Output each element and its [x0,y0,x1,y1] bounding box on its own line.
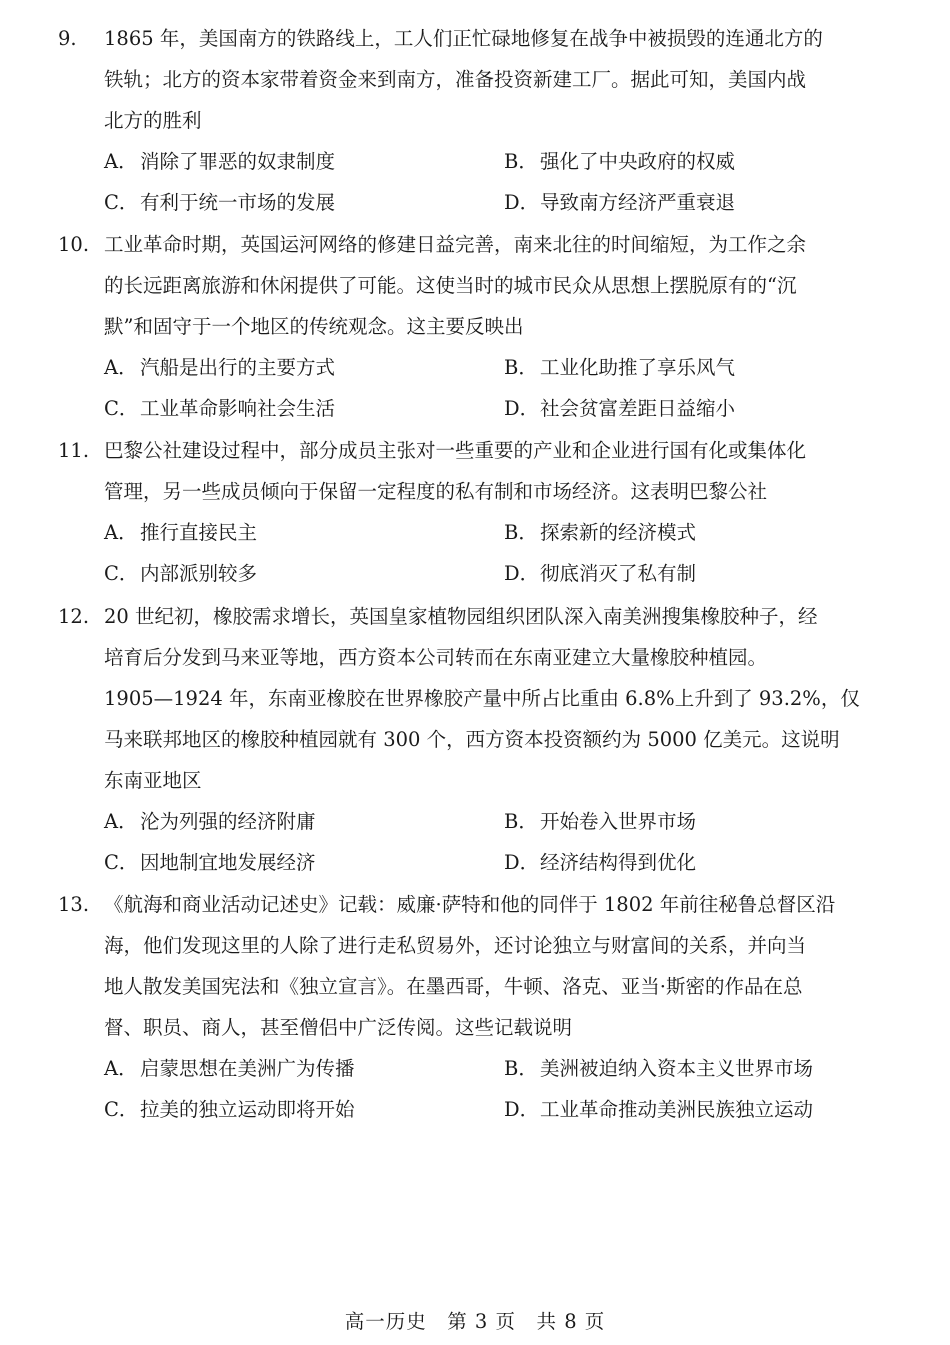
option-d: D．工业革命推动美洲民族独立运动 [504,1098,814,1121]
question-number: 13. [58,893,90,916]
question-text: 巴黎公社建设过程中，部分成员主张对一些重要的产业和企业进行国有化或集体化 [104,439,807,462]
question-text: 东南亚地区 [104,769,202,792]
question-10 [58,224,898,429]
option-b: B． 美洲被迫纳入资本主义世界市场 [504,1057,814,1080]
question-text: 的长远距离旅游和休闲提供了可能。这使当时的城市民众从思想上摆脱原有的“沉 [104,274,797,297]
question-text: 默”和固守于一个地区的传统观念。这主要反映出 [104,315,524,338]
options [58,1048,898,1130]
option-a: A． 汽船是出行的主要方式 [104,356,336,379]
question-text: 北方的胜利 [104,109,202,132]
question-line [58,18,898,59]
page-footer: 高一历史 第 3 页 共 8 页 [344,1310,606,1333]
question-number: 9. [58,27,77,50]
option-a: A． 沦为列强的经济附庸 [104,810,316,833]
option-d: D．彻底消灭了私有制 [504,562,697,585]
option-b: B． 工业化助推了享乐风气 [504,356,736,379]
question-line [58,596,898,637]
question-line [58,224,898,265]
option-d: D．社会贫富差距日益缩小 [504,397,736,420]
question-13 [58,884,898,1130]
option-b: B． 探索新的经济模式 [504,521,697,544]
option-a: A． 推行直接民主 [104,521,258,544]
option-d: D．经济结构得到优化 [504,851,697,874]
option-c: C．有利于统一市场的发展 [104,191,336,214]
question-text: 铁轨；北方的资本家带着资金来到南方，准备投资新建工厂。据此可知，美国内战 [104,68,807,91]
option-c: C．拉美的独立运动即将开始 [104,1098,355,1121]
option-a: A． 消除了罪恶的奴隶制度 [104,150,336,173]
question-text: 培育后分发到马来亚等地，西方资本公司转而在东南亚建立大量橡胶种植园。 [104,646,768,669]
option-b: B． 开始卷入世界市场 [504,810,697,833]
option-c: C．工业革命影响社会生活 [104,397,336,420]
options [58,347,898,429]
options [58,801,898,883]
question-text: 1865 年，美国南方的铁路线上，工人们正忙碌地修复在战争中被损毁的连通北方的 [104,27,823,50]
question-number: 11. [58,439,90,462]
question-text: 马来联邦地区的橡胶种植园就有 300 个，西方资本投资额约为 5000 亿美元。这说明 [104,728,840,751]
question-9 [58,18,898,223]
option-a: A． 启蒙思想在美洲广为传播 [104,1057,355,1080]
question-line [58,884,898,925]
question-text: 督、职员、商人，甚至僧侣中广泛传阅。这些记载说明 [104,1016,573,1039]
question-text: 工业革命时期，英国运河网络的修建日益完善，南来北往的时间缩短，为工作之余 [104,233,807,256]
question-text: 管理，另一些成员倾向于保留一定程度的私有制和市场经济。这表明巴黎公社 [104,480,768,503]
question-text: 20 世纪初，橡胶需求增长，英国皇家植物园组织团队深入南美洲搜集橡胶种子，经 [104,605,818,628]
question-line [58,430,898,471]
question-text: 1905—1924 年，东南亚橡胶在世界橡胶产量中所占比重由 6.8%上升到了 93.2%，仅 [104,687,860,710]
question-text: 海，他们发现这里的人除了进行走私贸易外，还讨论独立与财富间的关系，并向当 [104,934,807,957]
options [58,141,898,223]
options [58,512,898,594]
option-b: B． 强化了中央政府的权威 [504,150,736,173]
question-text: 《航海和商业活动记述史》记载：威廉·萨特和他的同伴于 1802 年前往秘鲁总督区沿 [104,893,836,916]
question-number: 10. [58,233,90,256]
option-c: C．因地制宜地发展经济 [104,851,316,874]
question-number: 12. [58,605,90,628]
question-11 [58,430,898,594]
question-text: 地人散发美国宪法和《独立宣言》。在墨西哥，牛顿、洛克、亚当·斯密的作品在总 [104,975,803,998]
option-c: C．内部派别较多 [104,562,258,585]
question-12 [58,596,898,883]
option-d: D．导致南方经济严重衰退 [504,191,736,214]
